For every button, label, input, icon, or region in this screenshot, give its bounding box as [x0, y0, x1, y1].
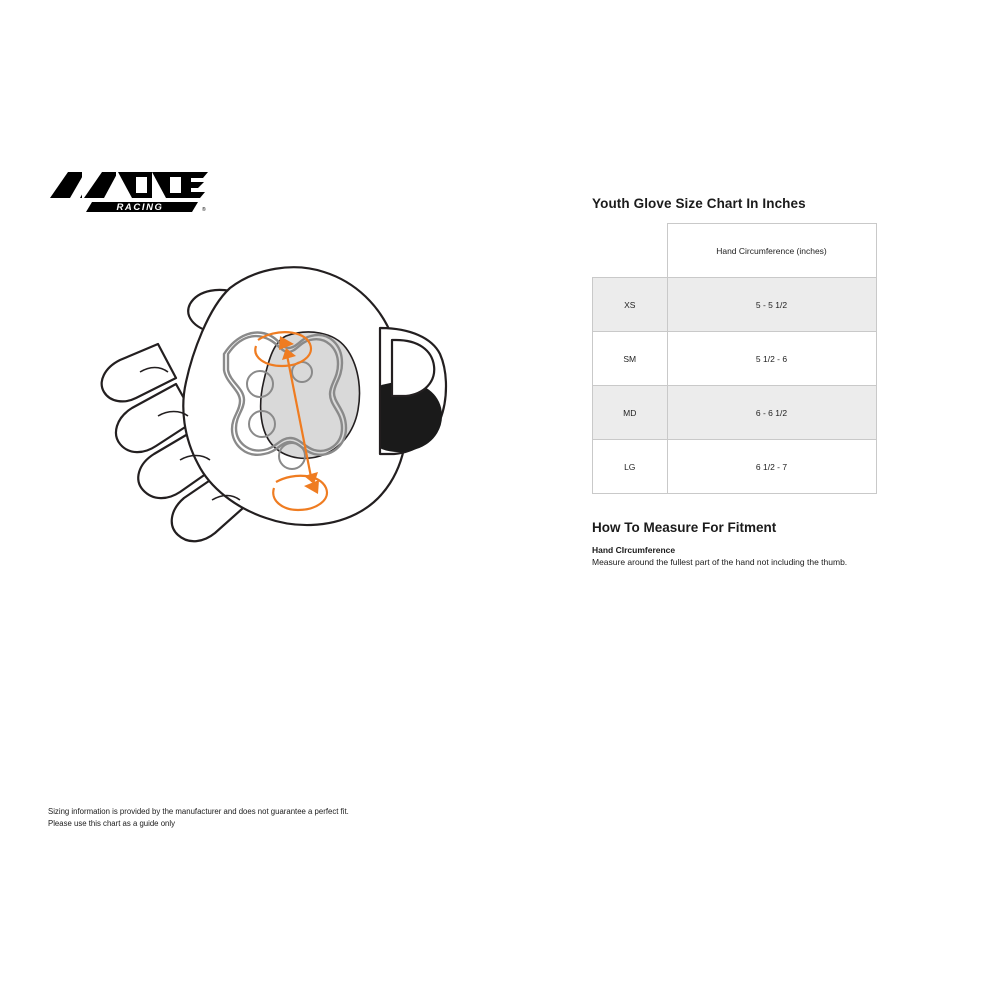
table-row — [593, 278, 877, 332]
measure-item-label: Hand CIrcumference — [592, 545, 676, 555]
header-cell-circumference: Hand Circumference (inches) — [667, 224, 876, 278]
footer-disclaimer — [48, 806, 468, 829]
size-label-lg: LG — [593, 440, 668, 494]
measure-title: How To Measure For Fitment — [592, 520, 777, 535]
size-value-sm: 5 1/2 - 6 — [667, 332, 876, 386]
logo-mark — [50, 172, 208, 198]
glove-illustration — [80, 232, 580, 572]
size-value-lg: 6 1/2 - 7 — [667, 440, 876, 494]
size-label-md: MD — [593, 386, 668, 440]
table-row — [593, 332, 877, 386]
svg-text:®: ® — [202, 207, 206, 213]
size-value-md: 6 - 6 1/2 — [667, 386, 876, 440]
footer-line-2: Please use this chart as a guide only — [48, 818, 175, 828]
size-table — [592, 223, 877, 494]
size-label-sm: SM — [593, 332, 668, 386]
size-label-xs: XS — [593, 278, 668, 332]
footer-line-1: Sizing information is provided by the manufacturer and does not guarantee a perfect fit. — [48, 807, 349, 816]
logo-racing-text — [86, 202, 198, 213]
table-row — [593, 440, 877, 494]
table-row — [593, 386, 877, 440]
header-cell-blank — [593, 224, 668, 278]
table-header-row — [593, 224, 877, 278]
size-chart-panel — [592, 196, 952, 568]
moose-racing-logo — [48, 168, 208, 214]
measure-item-text: Measure around the fullest part of the hand not including the thumb. — [592, 557, 848, 567]
size-value-xs: 5 - 5 1/2 — [667, 278, 876, 332]
svg-text:RACING: RACING — [116, 202, 164, 214]
chart-title: Youth Glove Size Chart In Inches — [592, 196, 806, 211]
